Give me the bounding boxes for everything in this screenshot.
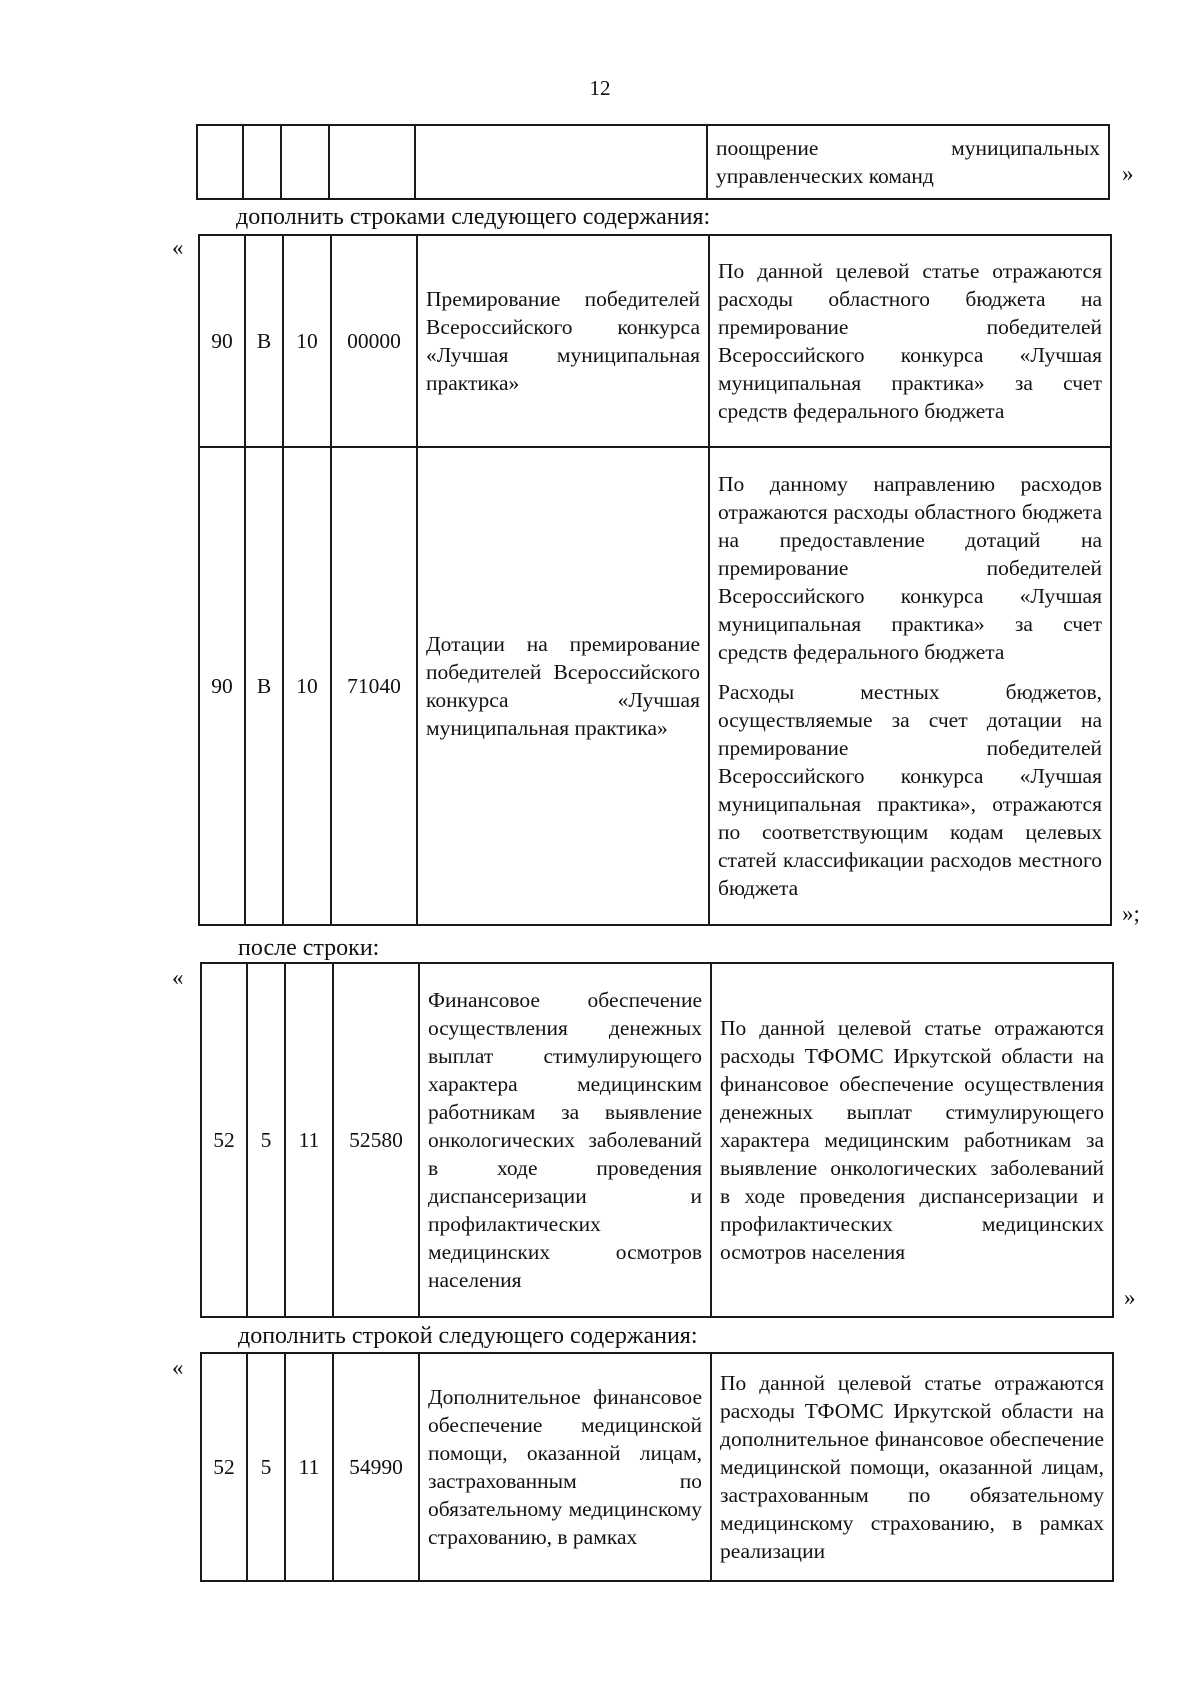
code-cell-4: 52580	[333, 963, 419, 1317]
description-cell	[711, 1353, 1113, 1581]
code-cell-2: 5	[247, 1353, 285, 1581]
name-cell: Премирование победителей Всероссийского конкурса «Лучшая муниципальная практика»	[417, 235, 709, 447]
table-new-row	[200, 1352, 1114, 1582]
code-cell-4: 71040	[331, 447, 417, 925]
code-cell-1: 52	[201, 1353, 247, 1581]
code-cell-4: 54990	[333, 1353, 419, 1581]
table-reference-row	[200, 962, 1114, 1318]
description-cell	[709, 447, 1111, 925]
code-cell-3: 10	[283, 447, 331, 925]
description-paragraph: По данному направлению расходов отражаются расходы областного бюджета на предоставление дотаций на премирование победителей Всероссийского конкурса «Лучшая муниципальная практика» за счет средств федерального бюджета	[718, 472, 1102, 664]
name-cell: Дотации на премирование победителей Всероссийского конкурса «Лучшая муниципальная практика»	[417, 447, 709, 925]
name-cell: Финансовое обеспечение осуществления денежных выплат стимулирующего характера медицинским работникам за выявление онкологических заболеваний в ходе проведения диспансеризации и профилактических медицинских осмотров населения	[419, 963, 711, 1317]
code-cell-3: 11	[285, 963, 333, 1317]
instruction-add-row: дополнить строкой следующего содержания:	[238, 1323, 698, 1349]
table-row	[199, 235, 1111, 447]
description-cell	[709, 235, 1111, 447]
table-row	[197, 125, 1109, 199]
description-cell: поощрение муниципальных управленческих команд	[707, 125, 1109, 199]
opening-quote-1: «	[172, 235, 184, 260]
code-cell-1: 90	[199, 235, 245, 447]
code-cell-3: 11	[285, 1353, 333, 1581]
description-paragraph: По данной целевой статье отражаются расходы ТФОМС Иркутской области на финансовое обеспечение осуществления денежных выплат стимулирующего характера медицинским работникам за выявление онкологических заболеваний в ходе проведения диспансеризации и профилактических медицинских осмотров населения	[720, 1016, 1104, 1264]
table-added-rows	[198, 234, 1112, 926]
code-cell-1: 90	[199, 447, 245, 925]
description-cell	[711, 963, 1113, 1317]
opening-quote-2: «	[172, 965, 184, 990]
description-paragraph: По данной целевой статье отражаются расходы ТФОМС Иркутской области на дополнительное финансовое обеспечение медицинской помощи, оказанной лицам, застрахованным по обязательному медицинскому страхованию, в рамках реализации	[720, 1371, 1104, 1563]
code-cell-3	[281, 125, 329, 199]
code-cell-4: 00000	[331, 235, 417, 447]
closing-quote-2: »	[1124, 1285, 1136, 1310]
closing-quote-semicolon: »;	[1122, 901, 1140, 926]
table-row	[199, 447, 1111, 925]
table-top-fragment	[196, 124, 1110, 200]
opening-quote-3: «	[172, 1355, 184, 1380]
table-row	[201, 1353, 1113, 1581]
code-cell-4	[329, 125, 415, 199]
code-cell-2: В	[245, 447, 283, 925]
description-paragraph: По данной целевой статье отражаются расходы областного бюджета на премирование победителей Всероссийского конкурса «Лучшая муниципальная практика» за счет средств федерального бюджета	[718, 259, 1102, 423]
instruction-add-rows: дополнить строками следующего содержания:	[236, 204, 711, 230]
code-cell-2: 5	[247, 963, 285, 1317]
table-row	[201, 963, 1113, 1317]
name-cell	[415, 125, 707, 199]
description-paragraph: Расходы местных бюджетов, осуществляемые за счет дотации на премирование победителей Всероссийского конкурса «Лучшая муниципальная практика», отражаются по соответствующим кодам целевых статей классификации расходов местного бюджета	[718, 680, 1102, 900]
instruction-after-row: после строки:	[238, 935, 380, 961]
code-cell-2	[243, 125, 281, 199]
page-number: 12	[589, 76, 611, 100]
closing-quote-1: »	[1122, 161, 1134, 186]
code-cell-2: В	[245, 235, 283, 447]
code-cell-1	[197, 125, 243, 199]
code-cell-3: 10	[283, 235, 331, 447]
name-cell: Дополнительное финансовое обеспечение медицинской помощи, оказанной лицам, застрахованным по обязательному медицинскому страхованию, в рамках	[419, 1353, 711, 1581]
code-cell-1: 52	[201, 963, 247, 1317]
